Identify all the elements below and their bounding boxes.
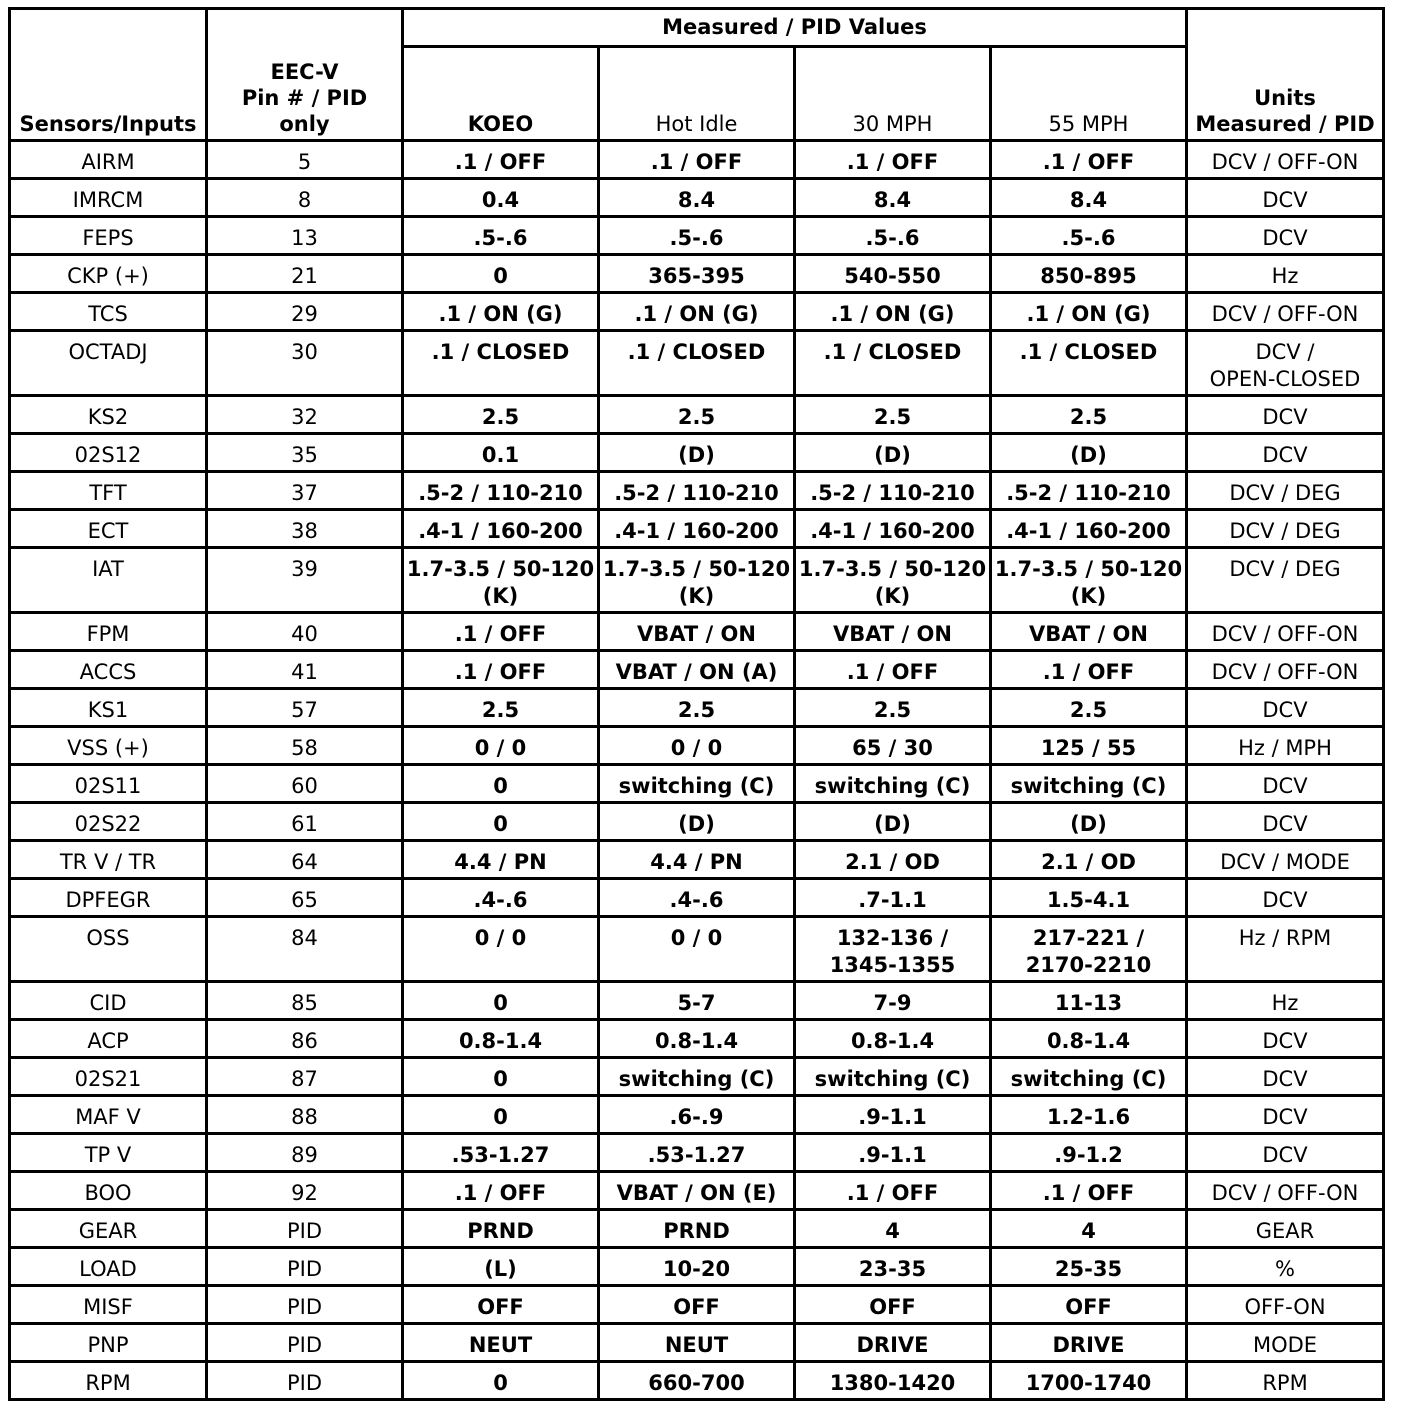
header-measured-pid-values: Measured / PID Values: [403, 9, 1187, 47]
mph30-value: 23-35: [795, 1248, 991, 1286]
header-30-mph: 30 MPH: [795, 47, 991, 141]
mph30-value: VBAT / ON: [795, 613, 991, 651]
koeo-value: 0.4: [403, 179, 599, 217]
pin-number: 89: [207, 1134, 403, 1172]
table-row: [10, 396, 1384, 434]
mph30-value: 2.1 / OD: [795, 841, 991, 879]
pin-number: 30: [207, 331, 403, 396]
units-value: DCV: [1187, 765, 1384, 803]
pin-number: 60: [207, 765, 403, 803]
koeo-value: .1 / OFF: [403, 141, 599, 179]
pin-number: 64: [207, 841, 403, 879]
mph30-value: .4-1 / 160-200: [795, 510, 991, 548]
units-value: DCV / DEG: [1187, 548, 1384, 613]
pin-number: PID: [207, 1362, 403, 1400]
table-row: [10, 689, 1384, 727]
mph30-value: (D): [795, 803, 991, 841]
units-value: DCV / OFF-ON: [1187, 613, 1384, 651]
hot-idle-value: .1 / CLOSED: [599, 331, 795, 396]
pin-number: 92: [207, 1172, 403, 1210]
mph55-value: VBAT / ON: [991, 613, 1187, 651]
sensor-name: DPFEGR: [10, 879, 207, 917]
koeo-value: 1.7-3.5 / 50-120 (K): [403, 548, 599, 613]
koeo-value: 4.4 / PN: [403, 841, 599, 879]
units-value: DCV: [1187, 434, 1384, 472]
pin-number: PID: [207, 1286, 403, 1324]
hot-idle-value: VBAT / ON (E): [599, 1172, 795, 1210]
pin-number: PID: [207, 1324, 403, 1362]
units-value: DCV / OFF-ON: [1187, 141, 1384, 179]
mph55-value: switching (C): [991, 1058, 1187, 1096]
sensor-name: CID: [10, 982, 207, 1020]
sensor-name: PNP: [10, 1324, 207, 1362]
table-row: [10, 217, 1384, 255]
units-value: DCV: [1187, 179, 1384, 217]
sensor-name: OSS: [10, 917, 207, 982]
table-row: [10, 651, 1384, 689]
koeo-value: .5-2 / 110-210: [403, 472, 599, 510]
sensor-name: BOO: [10, 1172, 207, 1210]
mph55-value: 1.2-1.6: [991, 1096, 1187, 1134]
koeo-value: .1 / CLOSED: [403, 331, 599, 396]
koeo-value: .1 / ON (G): [403, 293, 599, 331]
mph30-value: .9-1.1: [795, 1134, 991, 1172]
sensor-name: 02S22: [10, 803, 207, 841]
hot-idle-value: 0.8-1.4: [599, 1020, 795, 1058]
mph55-value: 2.5: [991, 689, 1187, 727]
mph55-value: .1 / CLOSED: [991, 331, 1187, 396]
mph55-value: 25-35: [991, 1248, 1187, 1286]
mph55-value: .9-1.2: [991, 1134, 1187, 1172]
table-row: [10, 548, 1384, 613]
mph55-value: 217-221 / 2170-2210: [991, 917, 1187, 982]
mph30-value: .5-.6: [795, 217, 991, 255]
table-row: [10, 803, 1384, 841]
sensor-name: GEAR: [10, 1210, 207, 1248]
mph55-value: .4-1 / 160-200: [991, 510, 1187, 548]
units-value: DCV: [1187, 1134, 1384, 1172]
sensor-name: KS2: [10, 396, 207, 434]
header-hot-idle: Hot Idle: [599, 47, 795, 141]
mph30-value: 0.8-1.4: [795, 1020, 991, 1058]
table-row: [10, 293, 1384, 331]
pin-number: 8: [207, 179, 403, 217]
table-row: [10, 982, 1384, 1020]
table-row: [10, 1248, 1384, 1286]
units-value: DCV: [1187, 803, 1384, 841]
mph30-value: .9-1.1: [795, 1096, 991, 1134]
sensor-name: ACP: [10, 1020, 207, 1058]
pin-number: 84: [207, 917, 403, 982]
pin-number: 37: [207, 472, 403, 510]
mph55-value: .1 / OFF: [991, 651, 1187, 689]
sensor-name: RPM: [10, 1362, 207, 1400]
hot-idle-value: .1 / OFF: [599, 141, 795, 179]
hot-idle-value: VBAT / ON: [599, 613, 795, 651]
header-sensors-inputs: Sensors/Inputs: [10, 9, 207, 141]
mph30-value: 65 / 30: [795, 727, 991, 765]
koeo-value: PRND: [403, 1210, 599, 1248]
table-row: [10, 141, 1384, 179]
table-row: [10, 727, 1384, 765]
mph55-value: 0.8-1.4: [991, 1020, 1187, 1058]
hot-idle-value: .5-2 / 110-210: [599, 472, 795, 510]
hot-idle-value: .1 / ON (G): [599, 293, 795, 331]
sensor-name: 02S12: [10, 434, 207, 472]
hot-idle-value: (D): [599, 803, 795, 841]
units-value: DCV / OPEN-CLOSED: [1187, 331, 1384, 396]
sensor-name: CKP (+): [10, 255, 207, 293]
koeo-value: 2.5: [403, 396, 599, 434]
koeo-value: 0: [403, 765, 599, 803]
hot-idle-value: 2.5: [599, 396, 795, 434]
mph55-value: .5-2 / 110-210: [991, 472, 1187, 510]
units-value: DCV: [1187, 879, 1384, 917]
hot-idle-value: switching (C): [599, 765, 795, 803]
hot-idle-value: 2.5: [599, 689, 795, 727]
pin-number: 65: [207, 879, 403, 917]
mph30-value: OFF: [795, 1286, 991, 1324]
sensor-name: LOAD: [10, 1248, 207, 1286]
koeo-value: .1 / OFF: [403, 651, 599, 689]
koeo-value: NEUT: [403, 1324, 599, 1362]
mph30-value: 2.5: [795, 689, 991, 727]
koeo-value: OFF: [403, 1286, 599, 1324]
mph30-value: .1 / OFF: [795, 651, 991, 689]
pin-number: 29: [207, 293, 403, 331]
units-value: DCV / OFF-ON: [1187, 1172, 1384, 1210]
pin-number: 39: [207, 548, 403, 613]
mph30-value: switching (C): [795, 765, 991, 803]
units-value: Hz: [1187, 982, 1384, 1020]
hot-idle-value: switching (C): [599, 1058, 795, 1096]
sensor-name: FEPS: [10, 217, 207, 255]
units-value: DCV: [1187, 1020, 1384, 1058]
pin-number: 35: [207, 434, 403, 472]
hot-idle-value: OFF: [599, 1286, 795, 1324]
units-value: DCV / OFF-ON: [1187, 293, 1384, 331]
pin-number: 86: [207, 1020, 403, 1058]
pin-number: 88: [207, 1096, 403, 1134]
hot-idle-value: 365-395: [599, 255, 795, 293]
pin-number: 61: [207, 803, 403, 841]
mph30-value: 1.7-3.5 / 50-120 (K): [795, 548, 991, 613]
hot-idle-value: (D): [599, 434, 795, 472]
hot-idle-value: 10-20: [599, 1248, 795, 1286]
koeo-value: 0: [403, 1096, 599, 1134]
table-row: [10, 1134, 1384, 1172]
mph30-value: .1 / ON (G): [795, 293, 991, 331]
table-row: [10, 841, 1384, 879]
table-row: [10, 1324, 1384, 1362]
units-value: OFF-ON: [1187, 1286, 1384, 1324]
sensor-name: 02S21: [10, 1058, 207, 1096]
koeo-value: .53-1.27: [403, 1134, 599, 1172]
header-55-mph: 55 MPH: [991, 47, 1187, 141]
table-row: [10, 1096, 1384, 1134]
pin-number: 38: [207, 510, 403, 548]
pin-number: 13: [207, 217, 403, 255]
mph30-value: switching (C): [795, 1058, 991, 1096]
hot-idle-value: .6-.9: [599, 1096, 795, 1134]
table-row: [10, 472, 1384, 510]
table-row: [10, 179, 1384, 217]
sensor-name: TP V: [10, 1134, 207, 1172]
units-value: Hz / RPM: [1187, 917, 1384, 982]
hot-idle-value: .5-.6: [599, 217, 795, 255]
sensor-name: MISF: [10, 1286, 207, 1324]
mph55-value: OFF: [991, 1286, 1187, 1324]
table-row: [10, 1058, 1384, 1096]
sensor-name: 02S11: [10, 765, 207, 803]
pin-number: 85: [207, 982, 403, 1020]
mph55-value: 4: [991, 1210, 1187, 1248]
pid-values-table: [8, 7, 1385, 1401]
koeo-value: .1 / OFF: [403, 1172, 599, 1210]
sensor-name: ACCS: [10, 651, 207, 689]
sensor-name: MAF V: [10, 1096, 207, 1134]
mph30-value: .1 / CLOSED: [795, 331, 991, 396]
pin-number: 58: [207, 727, 403, 765]
mph30-value: 7-9: [795, 982, 991, 1020]
mph55-value: .1 / ON (G): [991, 293, 1187, 331]
koeo-value: 0: [403, 1058, 599, 1096]
header-koeo: KOEO: [403, 47, 599, 141]
table-row: [10, 331, 1384, 396]
units-value: DCV / MODE: [1187, 841, 1384, 879]
hot-idle-value: .53-1.27: [599, 1134, 795, 1172]
mph30-value: .5-2 / 110-210: [795, 472, 991, 510]
mph30-value: 4: [795, 1210, 991, 1248]
table-row: [10, 255, 1384, 293]
mph55-value: 850-895: [991, 255, 1187, 293]
mph55-value: (D): [991, 434, 1187, 472]
mph55-value: 11-13: [991, 982, 1187, 1020]
header-units-measured: Units Measured / PID: [1187, 9, 1384, 141]
units-value: DCV: [1187, 217, 1384, 255]
pin-number: 40: [207, 613, 403, 651]
units-value: DCV: [1187, 1096, 1384, 1134]
mph30-value: 132-136 / 1345-1355: [795, 917, 991, 982]
koeo-value: .5-.6: [403, 217, 599, 255]
hot-idle-value: NEUT: [599, 1324, 795, 1362]
table-row: [10, 917, 1384, 982]
units-value: MODE: [1187, 1324, 1384, 1362]
mph30-value: .1 / OFF: [795, 141, 991, 179]
sensor-name: IMRCM: [10, 179, 207, 217]
hot-idle-value: .4-.6: [599, 879, 795, 917]
mph30-value: .7-1.1: [795, 879, 991, 917]
units-value: RPM: [1187, 1362, 1384, 1400]
sensor-name: OCTADJ: [10, 331, 207, 396]
pin-number: 57: [207, 689, 403, 727]
sensor-name: KS1: [10, 689, 207, 727]
units-value: Hz / MPH: [1187, 727, 1384, 765]
pin-number: 21: [207, 255, 403, 293]
mph55-value: 2.5: [991, 396, 1187, 434]
hot-idle-value: 1.7-3.5 / 50-120 (K): [599, 548, 795, 613]
units-value: DCV / DEG: [1187, 472, 1384, 510]
units-value: DCV / OFF-ON: [1187, 651, 1384, 689]
koeo-value: 0: [403, 803, 599, 841]
units-value: GEAR: [1187, 1210, 1384, 1248]
koeo-value: 0: [403, 255, 599, 293]
koeo-value: 0.1: [403, 434, 599, 472]
mph55-value: .1 / OFF: [991, 1172, 1187, 1210]
koeo-value: 0 / 0: [403, 727, 599, 765]
sensor-name: FPM: [10, 613, 207, 651]
pin-number: 87: [207, 1058, 403, 1096]
table-row: [10, 765, 1384, 803]
mph30-value: 2.5: [795, 396, 991, 434]
mph55-value: 1.7-3.5 / 50-120 (K): [991, 548, 1187, 613]
units-value: %: [1187, 1248, 1384, 1286]
koeo-value: 0: [403, 982, 599, 1020]
koeo-value: 0: [403, 1362, 599, 1400]
hot-idle-value: .4-1 / 160-200: [599, 510, 795, 548]
sensor-name: TFT: [10, 472, 207, 510]
mph30-value: 540-550: [795, 255, 991, 293]
hot-idle-value: 5-7: [599, 982, 795, 1020]
table-row: [10, 1286, 1384, 1324]
mph55-value: 1.5-4.1: [991, 879, 1187, 917]
mph30-value: DRIVE: [795, 1324, 991, 1362]
mph55-value: 8.4: [991, 179, 1187, 217]
hot-idle-value: VBAT / ON (A): [599, 651, 795, 689]
sensor-name: AIRM: [10, 141, 207, 179]
mph30-value: 8.4: [795, 179, 991, 217]
koeo-value: 2.5: [403, 689, 599, 727]
units-value: DCV: [1187, 396, 1384, 434]
table-row: [10, 510, 1384, 548]
table-row: [10, 613, 1384, 651]
koeo-value: .4-1 / 160-200: [403, 510, 599, 548]
sensor-name: ECT: [10, 510, 207, 548]
hot-idle-value: PRND: [599, 1210, 795, 1248]
mph30-value: (D): [795, 434, 991, 472]
hot-idle-value: 660-700: [599, 1362, 795, 1400]
koeo-value: (L): [403, 1248, 599, 1286]
units-value: DCV: [1187, 1058, 1384, 1096]
koeo-value: .4-.6: [403, 879, 599, 917]
units-value: DCV: [1187, 689, 1384, 727]
header-pin-pid: EEC-V Pin # / PID only: [207, 9, 403, 141]
pin-number: PID: [207, 1210, 403, 1248]
pin-number: 41: [207, 651, 403, 689]
koeo-value: 0.8-1.4: [403, 1020, 599, 1058]
mph55-value: (D): [991, 803, 1187, 841]
mph30-value: .1 / OFF: [795, 1172, 991, 1210]
pin-number: 5: [207, 141, 403, 179]
mph55-value: .5-.6: [991, 217, 1187, 255]
hot-idle-value: 0 / 0: [599, 917, 795, 982]
mph55-value: 125 / 55: [991, 727, 1187, 765]
koeo-value: 0 / 0: [403, 917, 599, 982]
units-value: Hz: [1187, 255, 1384, 293]
table-body: [10, 141, 1384, 1400]
table-row: [10, 1172, 1384, 1210]
hot-idle-value: 0 / 0: [599, 727, 795, 765]
mph55-value: DRIVE: [991, 1324, 1187, 1362]
pin-number: PID: [207, 1248, 403, 1286]
pin-number: 32: [207, 396, 403, 434]
table-row: [10, 1020, 1384, 1058]
hot-idle-value: 8.4: [599, 179, 795, 217]
sensor-name: IAT: [10, 548, 207, 613]
mph55-value: .1 / OFF: [991, 141, 1187, 179]
table-row: [10, 879, 1384, 917]
mph55-value: 1700-1740: [991, 1362, 1187, 1400]
mph30-value: 1380-1420: [795, 1362, 991, 1400]
koeo-value: .1 / OFF: [403, 613, 599, 651]
hot-idle-value: 4.4 / PN: [599, 841, 795, 879]
sensor-name: VSS (+): [10, 727, 207, 765]
table-row: [10, 1210, 1384, 1248]
table-row: [10, 1362, 1384, 1400]
sensor-name: TCS: [10, 293, 207, 331]
mph55-value: 2.1 / OD: [991, 841, 1187, 879]
units-value: DCV / DEG: [1187, 510, 1384, 548]
sensor-name: TR V / TR: [10, 841, 207, 879]
mph55-value: switching (C): [991, 765, 1187, 803]
table-row: [10, 434, 1384, 472]
